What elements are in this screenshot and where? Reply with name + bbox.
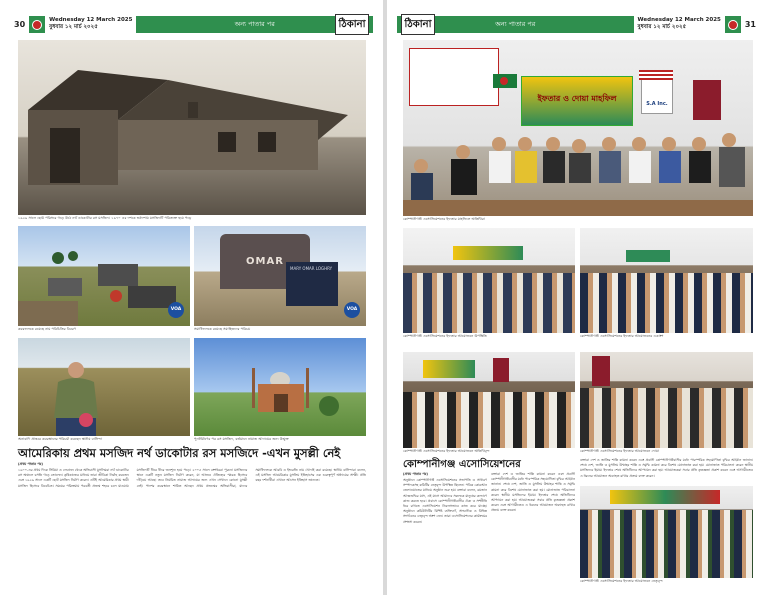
date-en: Wednesday 12 March 2025: [49, 17, 133, 23]
seated-guests-illustration: [403, 40, 753, 216]
iftar-hall-photo: [403, 228, 575, 333]
newspaper-logo: ঠিকানা: [401, 14, 435, 35]
voa-logo-icon: VOA: [168, 302, 184, 318]
historic-mosque-illustration: [18, 40, 366, 215]
crowd: [403, 273, 575, 333]
crowd: [403, 392, 575, 448]
hall-banner: [610, 490, 720, 504]
article-body: ১৯০০-এর প্রথম দিকে সিরিয়া ও লেবানন থেকে অভিবাসী মুসলিমরা নর্থ ডাকোটার রস অঞ্চলে বসতি গড়ে তোলেন। কৃষিকাজের মাধ্যমে তারা জীবিকা নির্বাহ করতেন এবং ১৯২৯ সালে একটি ছোট মসজিদ নির্মাণ করেন। এটিই আমেরিকার প্রথম স্থায়ী মসজিদ হিসেবে বিবেচিত। সময়ের পরিক্রমায় পরবর্তী প্রজন্ম শহরে চলে যাওয়ায় মসজিদটি ধীরে ধীরে জনশূন্য হয়ে পড়ে। ২০০৫ সালে বংশধররা পুরনো মসজিদের স্থানে একটি নতুন মসজিদ নির্মাণ করেন, যা আজও ঐতিহ্যের স্মারক হিসেবে দাঁড়িয়ে আছে। তবে নিয়মিত নামাজ আদায়ের জন্য এখন সেখানে কোনো মুসল্লী নেই। পাশের কবরস্থানে শায়িত আছেন প্রথম প্রজন্মের অভিবাসীরা, যাদের সমাধিফলকে আরবি ও ইংরেজি নাম খোদাই করা রয়েছে। স্থানীয় বাসিন্দারা বলেন, এই মসজিদ আমেরিকার মুসলিম ইতিহাসের এক গুরুত্বপূর্ণ অধ্যায়ের সাক্ষী। প্রতি বছর দর্শনার্থীরা এখানে আসেন ইতিহাস জানতে।: [18, 468, 366, 488]
date-bn: বুধবার ১২ মার্চ ২০২৫: [637, 24, 687, 30]
article-headline: আমেরিকায় প্রথম মসজিদ নর্থ ডাকোটার রস মসজিদে -এখন মুসল্লী নেই: [18, 446, 341, 460]
page-number: 30: [10, 16, 29, 33]
flag-icon: [32, 20, 42, 30]
sponsor-banner: S.A Inc.: [641, 76, 673, 114]
crowd: [580, 388, 753, 448]
article-body-column: বক্তারা দেশ ও জাতির শান্তি কামনা করেন এবং প্রবাসী কোম্পানীগঞ্জবাসীর মধ্যে পারস্পরিক সহযোগিতা বৃদ্ধির আহ্বান জানান। শেষে দেশ, জাতি ও মুসলিম উম্মাহর শান্তি ও সমৃদ্ধি কামনা করে বিশেষ মোনাজাত করা হয়। মোনাজাত পরিচালনা করেন স্থানীয় মসজিদের ইমাম। ইফতার শেষে অতিথিদের আপ্যায়ন করা হয়। আয়োজকরা সবার প্রতি কৃতজ্ঞতা প্রকাশ করেন এবং আগামীতেও এ ধরনের আয়োজন অব্যাহত রাখার প্রত্যয় ব্যক্ত করেন।: [580, 458, 753, 478]
photo-caption: কোম্পানীগঞ্জ এসোসিয়েশনের ইফতার আয়োজনে অতিথিবৃন্দ: [403, 449, 490, 453]
newspaper-logo: ঠিকানা: [335, 14, 369, 35]
crowd: [580, 273, 753, 333]
article-body-column: বক্তারা দেশ ও জাতির শান্তি কামনা করেন এবং প্রবাসী কোম্পানীগঞ্জবাসীর মধ্যে পারস্পরিক সহযোগিতা বৃদ্ধির আহ্বান জানান। শেষে দেশ, জাতি ও মুসলিম উম্মাহর শান্তি ও সমৃদ্ধি কামনা করে বিশেষ মোনাজাত করা হয়। মোনাজাত পরিচালনা করেন স্থানীয় মসজিদের ইমাম। ইফতার শেষে অতিথিদের আপ্যায়ন করা হয়। আয়োজকরা সবার প্রতি কৃতজ্ঞতা প্রকাশ করেন এবং আগামীতেও এ ধরনের আয়োজন অব্যাহত রাখার প্রত্যয় ব্যক্ত করেন।: [491, 472, 575, 513]
curtain: [592, 356, 610, 386]
section-label: অন্য পাতার পর: [234, 20, 275, 28]
photo-caption: ১৯২৯ সালে ছোট্ট পরিসরে গড়ে উঠে নর্থ ডাকোটার রস মসজিদ। ১৯৭০ এর দশকে ভগ্নদশায় মসজিদটি পরিত্যক্ত হয়ে পড়ে: [18, 216, 192, 220]
iftar-gathering-photo: [403, 352, 575, 448]
photo-caption: সমাধিফলকে রয়েছে সমাহিতদের পরিচয়: [194, 327, 251, 331]
gravestones-illustration: [18, 226, 190, 326]
hall-banner: [626, 250, 670, 262]
article-body-column: অনুষ্ঠানে কোম্পানীগঞ্জ এসোসিয়েশনের সভাপতি ও সাধারণ সম্পাদকসহ কমিটির নেতৃবৃন্দ উপস্থিত ছিলেন। পবিত্র কোরআন তেলাওয়াতের মাধ্যমে অনুষ্ঠান শুরু হয়। বক্তারা বলেন, রমজান আত্মশুদ্ধির মাস, এই মাসে আমাদের সকলকে মানুষের কল্যাণে কাজ করতে হবে। প্রবাসে কোম্পানীগঞ্জবাসীর ঐক্য ও সম্প্রীতি ধরে রাখতে এসোসিয়েশন নিরলসভাবে কাজ করে যাচ্ছে। অনুষ্ঠানে কমিউনিটির বিশিষ্ট ব্যক্তিবর্গ, সাংবাদিক ও বিভিন্ন সংগঠনের নেতৃবৃন্দ অংশ নেন। তারা এসোসিয়েশনের কার্যক্রমের প্রশংসা করেন।: [403, 478, 487, 524]
photo-caption: কোম্পানীগঞ্জ এসোসিয়েশনের ইফতার আয়োজনে উপস্থিতি: [403, 334, 487, 338]
date-block: [45, 16, 136, 33]
iftar-main-photo: [403, 40, 753, 216]
hall-banner: [453, 246, 523, 260]
photo-caption: কোম্পানীগঞ্জ এসোসিয়েশনের ইফতার মাহফিলে অতিথিরা: [403, 217, 485, 221]
iftar-banner: ইফতার ও দোয়া মাহফিল: [521, 76, 633, 126]
curtain: [493, 358, 509, 382]
photo-caption: অনাবাদি প্রান্তরে কবরস্থানের পরিচর্যা করছেন স্থানীয় বাসিন্দা: [18, 437, 103, 441]
section-label: অন্য পাতার পর: [495, 20, 536, 28]
new-mosque-illustration: [194, 338, 366, 436]
continued-label: (প্রথম পাতার পর): [18, 462, 43, 466]
page-number: 31: [741, 16, 760, 33]
photo-caption: পুনর্নির্মাণের পর রস মসজিদ, বর্তমানে নামাজ আদায়ের জন্য উন্মুক্ত: [194, 437, 289, 441]
left-page-header: [10, 16, 373, 33]
group: [580, 510, 753, 578]
hall-banner: [423, 360, 475, 378]
photo-caption: কোম্পানীগঞ্জ এসোসিয়েশনের ইফতার আয়োজনে দোয়া: [580, 449, 659, 453]
caretaker-illustration: [18, 338, 190, 436]
right-page-header: [397, 16, 760, 33]
left-page: [0, 0, 383, 595]
voa-logo-icon: VOA: [344, 302, 360, 318]
graves-photo: [18, 226, 190, 326]
photo-caption: কোম্পানীগঞ্জ এসোসিয়েশনের ইফতার আয়োজনে নেতৃবৃন্দ: [580, 579, 663, 583]
leaders-group-photo: [580, 486, 753, 578]
flag-icon: [728, 20, 738, 30]
date-en: Wednesday 12 March 2025: [637, 17, 721, 23]
photo-caption: কোম্পানীগঞ্জ এসোসিয়েশনের ইফতার আয়োজনের একাংশ: [580, 334, 664, 338]
photo-caption: কবরফলকে রয়েছে নাম পরিচিতির বিবরণ: [18, 327, 76, 331]
caretaker-photo: [18, 338, 190, 436]
continued-label: (প্রথম পাতার পর): [403, 472, 428, 476]
small-gravestone: MARY OMAR LOGHRY: [286, 262, 338, 306]
omar-gravestone-photo: [194, 226, 366, 326]
right-page: [387, 0, 770, 595]
date-block: [634, 16, 725, 33]
date-bn: বুধবার ১২ মার্চ ২০২৫: [49, 24, 98, 30]
gravestone-label: OMAR: [246, 256, 284, 267]
iftar-gathering-photo: [580, 352, 753, 448]
historic-mosque-photo: [18, 40, 366, 215]
article-headline: কোম্পানীগঞ্জ এসোসিয়েশনের: [403, 459, 521, 470]
iftar-hall-photo: [580, 228, 753, 333]
new-mosque-photo: [194, 338, 366, 436]
